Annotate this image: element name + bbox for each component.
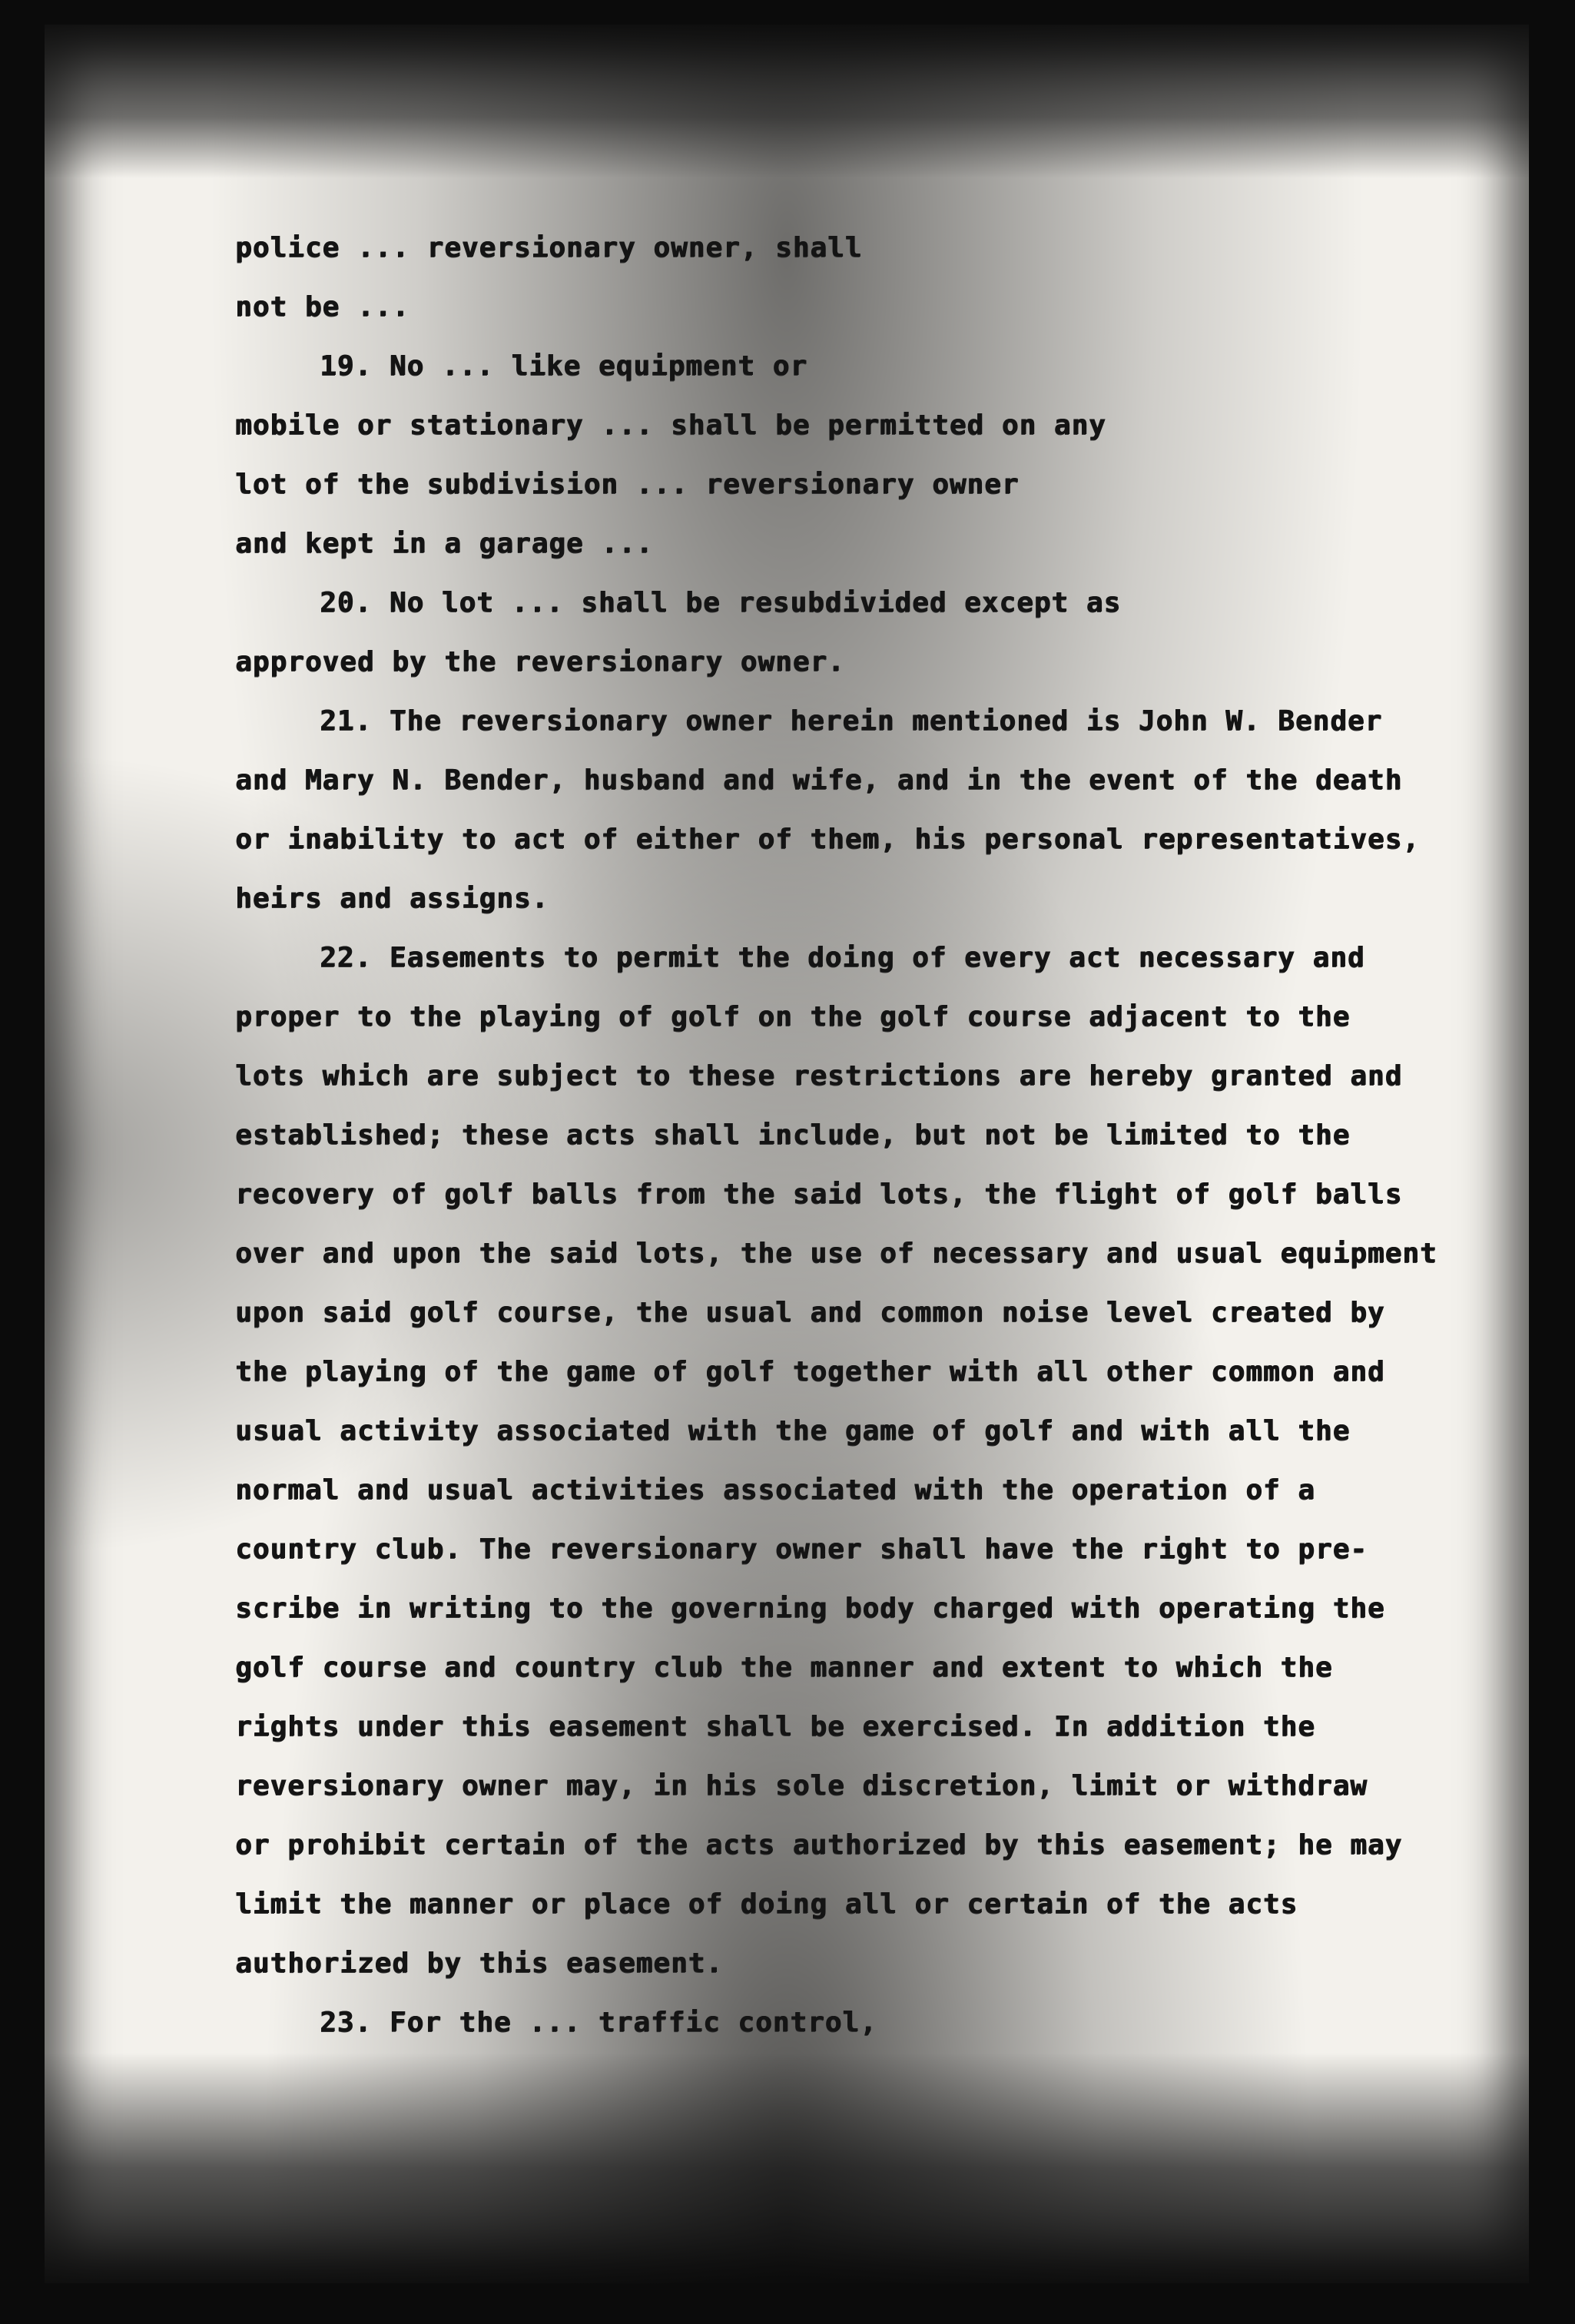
bottom-scan-shadow xyxy=(45,2053,1529,2283)
scanned-page xyxy=(45,25,1529,2283)
document-line: reversionary owner may, in his sole discretion, limit or withdraw xyxy=(235,1770,1368,1802)
top-scan-shadow xyxy=(45,25,1529,178)
document-line: golf course and country club the manner and extent to which the xyxy=(235,1652,1333,1683)
document-line: over and upon the said lots, the use of necessary and usual equipment xyxy=(235,1238,1437,1269)
document-line: usual activity associated with the game of golf and with all the xyxy=(235,1415,1351,1447)
document-line: 22. Easements to permit the doing of every act necessary and xyxy=(320,942,1365,973)
document-line: rights under this easement shall be exercised. In addition the xyxy=(235,1711,1315,1742)
document-line: not be ... xyxy=(235,291,410,323)
document-line: the playing of the game of golf together with all other common and xyxy=(235,1356,1385,1387)
document-body xyxy=(235,218,1449,2052)
document-line: and kept in a garage ... xyxy=(235,528,654,559)
document-line: police ... reversionary owner, shall xyxy=(235,232,863,264)
document-line: proper to the playing of golf on the golf course adjacent to the xyxy=(235,1001,1351,1033)
document-line: or prohibit certain of the acts authorized by this easement; he may xyxy=(235,1829,1403,1861)
document-line: or inability to act of either of them, his personal representatives, xyxy=(235,824,1420,855)
document-line: normal and usual activities associated with the operation of a xyxy=(235,1474,1315,1506)
document-line: authorized by this easement. xyxy=(235,1948,723,1979)
document-line: lots which are subject to these restrictions are hereby granted and xyxy=(235,1060,1403,1092)
document-line: 23. For the ... traffic control, xyxy=(320,2007,877,2038)
document-line: 21. The reversionary owner herein mentioned is John W. Bender xyxy=(320,705,1383,737)
document-line: established; these acts shall include, but not be limited to the xyxy=(235,1119,1351,1151)
document-line: limit the manner or place of doing all or certain of the acts xyxy=(235,1888,1298,1920)
document-line: mobile or stationary ... shall be permitted on any xyxy=(235,409,1106,441)
document-line: heirs and assigns. xyxy=(235,883,549,914)
document-line: scribe in writing to the governing body charged with operating the xyxy=(235,1593,1385,1624)
document-line: approved by the reversionary owner. xyxy=(235,646,845,678)
document-line: country club. The reversionary owner shall have the right to pre- xyxy=(235,1533,1368,1565)
document-line: and Mary N. Bender, husband and wife, and in the event of the death xyxy=(235,764,1403,796)
document-line: lot of the subdivision ... reversionary owner xyxy=(235,469,1020,500)
document-line: recovery of golf balls from the said lots, the flight of golf balls xyxy=(235,1179,1403,1210)
document-line: 19. No ... like equipment or xyxy=(320,350,807,382)
document-line: upon said golf course, the usual and common noise level created by xyxy=(235,1297,1385,1328)
document-line: 20. No lot ... shall be resubdivided except as xyxy=(320,587,1121,618)
